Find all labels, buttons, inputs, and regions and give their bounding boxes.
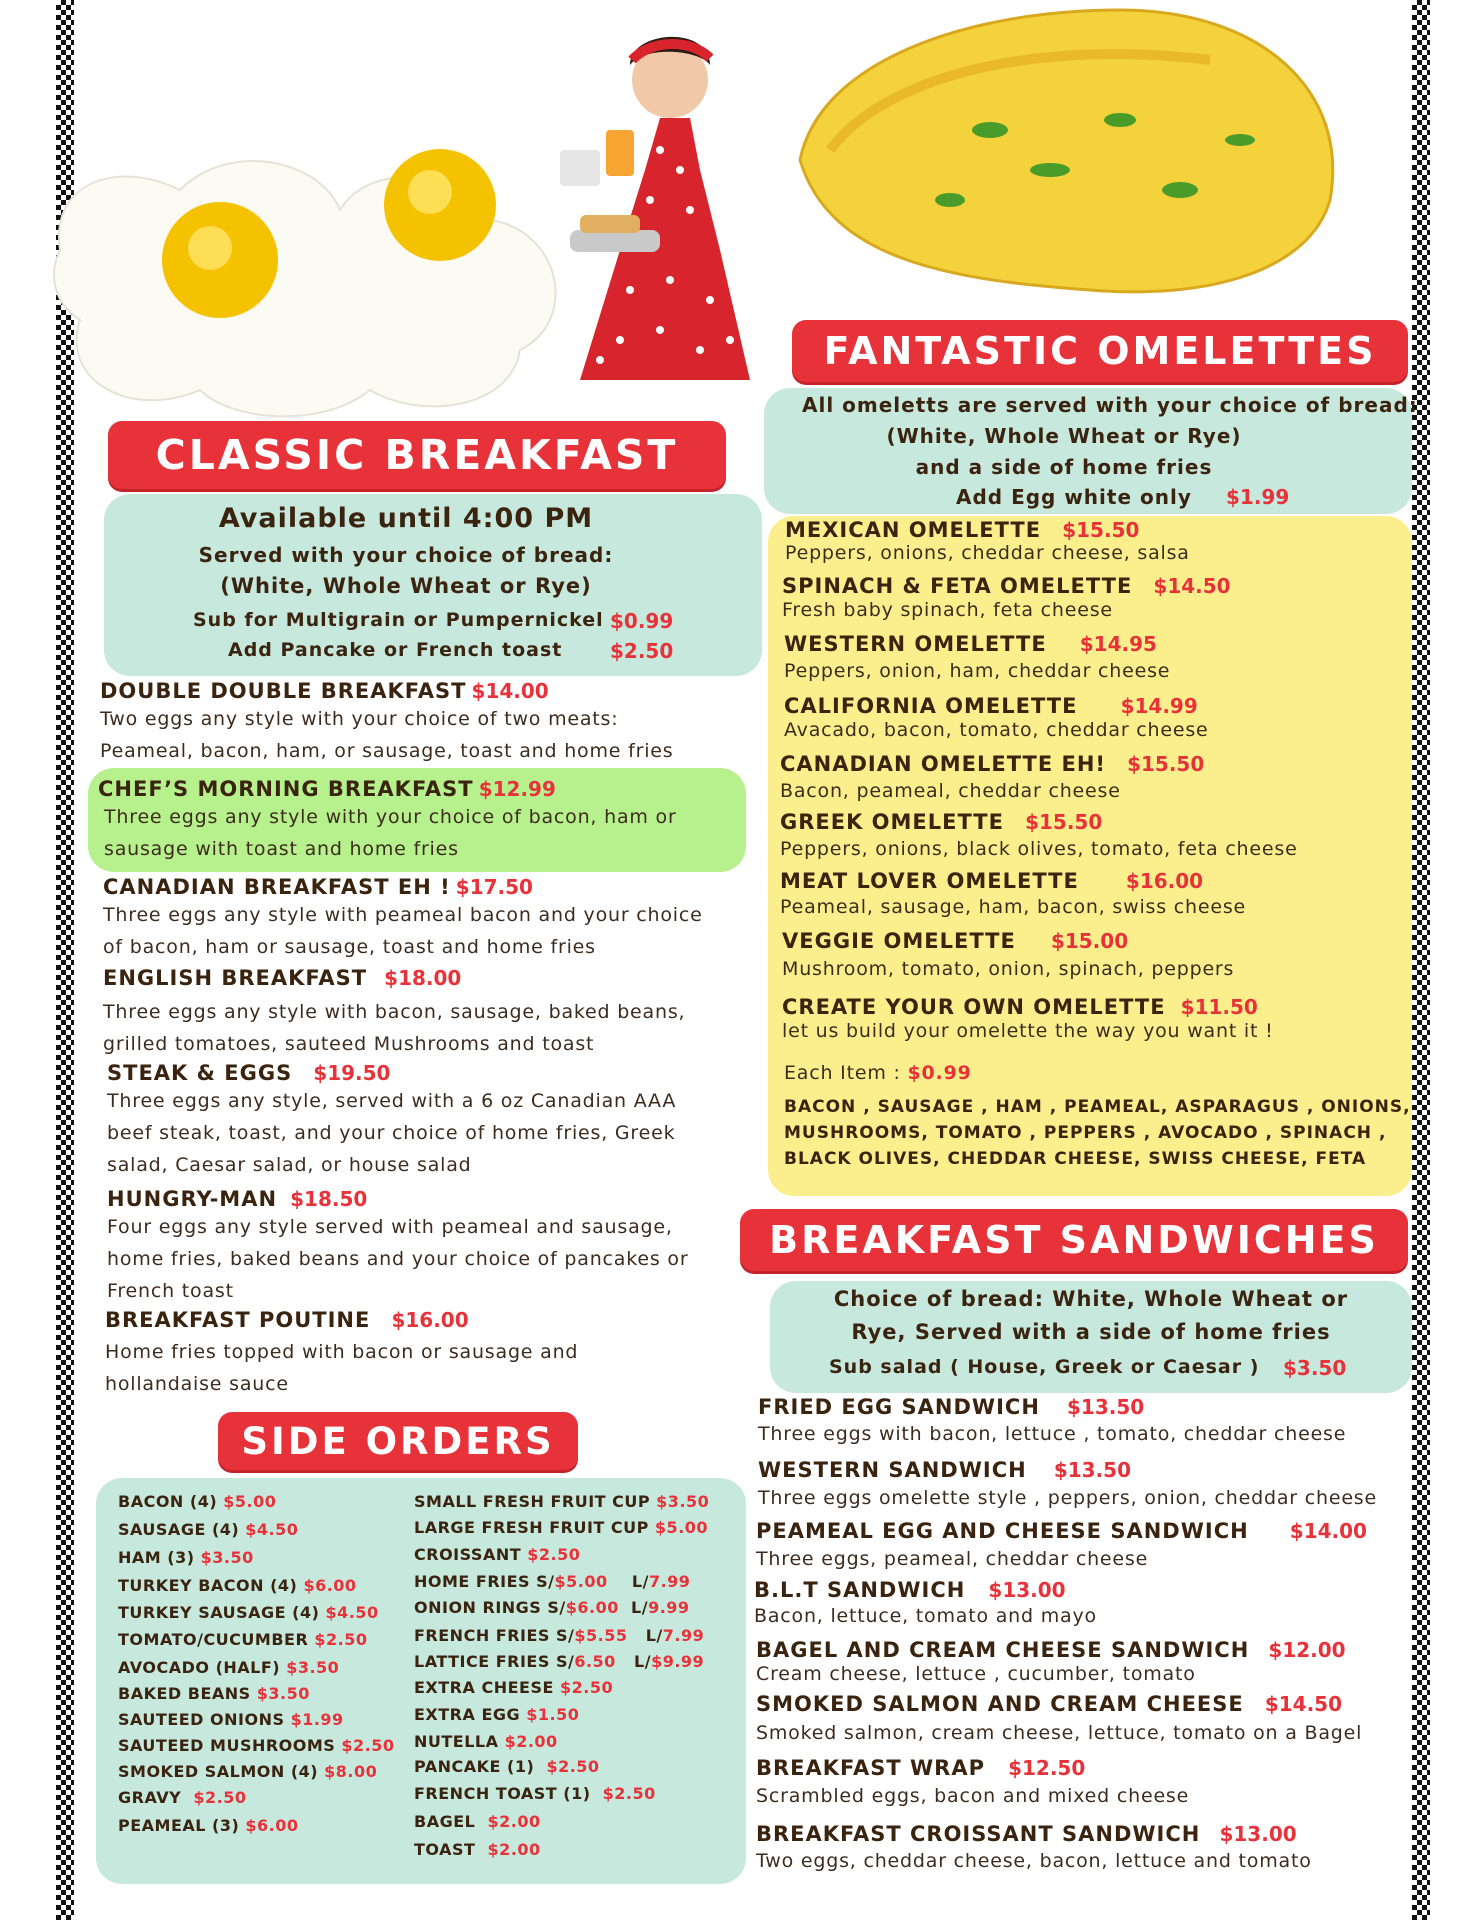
item-price: $13.50 — [1067, 1395, 1145, 1419]
menu-item-california-omelette — [784, 694, 1209, 742]
item-desc: Peameal, bacon, ham, or sausage, toast and home fries — [100, 740, 674, 762]
item-desc: French toast — [107, 1280, 234, 1302]
menu-item-western-omelette — [784, 632, 1170, 686]
item-price: $16.00 — [391, 1308, 469, 1332]
item-desc: Three eggs, peameal, cheddar cheese — [756, 1548, 1149, 1570]
item-name: FRIED EGG SANDWICH — [758, 1395, 1040, 1419]
side-item: AVOCADO (HALF) $3.50 — [118, 1658, 340, 1677]
item-name: PEAMEAL EGG AND CHEESE SANDWICH — [756, 1519, 1249, 1543]
item-name: BREAKFAST WRAP — [756, 1756, 985, 1780]
side-item: PEAMEAL (3) $6.00 — [118, 1816, 299, 1835]
side-item: SMOKED SALMON (4) $8.00 — [118, 1762, 378, 1781]
item-desc: Mushroom, tomato, onion, spinach, peppers — [782, 958, 1235, 980]
side-item: LARGE FRESH FRUIT CUP $5.00 — [414, 1518, 709, 1537]
side-item: NUTELLA $2.00 — [414, 1732, 558, 1751]
item-desc: Three eggs any style with bacon, sausage, baked beans, — [103, 1001, 686, 1023]
sub-multigrain-label: Sub for Multigrain or Pumpernickel — [193, 609, 604, 631]
item-price: $12.99 — [478, 777, 556, 801]
item-name: BREAKFAST POUTINE — [105, 1308, 371, 1332]
item-price: $12.00 — [1268, 1638, 1346, 1662]
item-price: $12.50 — [1008, 1756, 1086, 1780]
side-item: TURKEY SAUSAGE (4) $4.50 — [118, 1603, 379, 1622]
item-name: BAGEL AND CREAM CHEESE SANDWICH — [756, 1638, 1250, 1662]
item-price: $18.00 — [384, 966, 462, 990]
side-item: TURKEY BACON (4) $6.00 — [118, 1576, 357, 1595]
item-desc: home fries, baked beans and your choice of pancakes or — [107, 1248, 689, 1270]
item-desc: Home fries topped with bacon or sausage and — [105, 1341, 579, 1363]
item-desc: salad, Caesar salad, or house salad — [107, 1154, 472, 1176]
item-desc: Fresh baby spinach, feta cheese — [782, 599, 1113, 621]
item-price: $16.00 — [1125, 869, 1204, 893]
item-name: VEGGIE OMELETTE — [782, 929, 1016, 953]
item-name: CREATE YOUR OWN OMELETTE — [782, 995, 1166, 1019]
checkered-border-right — [1412, 0, 1430, 1920]
item-name: STEAK & EGGS — [107, 1061, 293, 1085]
menu-item-hungry-man — [107, 1187, 688, 1307]
side-item: SAUTEED ONIONS $1.99 — [118, 1710, 344, 1729]
item-price: $14.00 — [471, 679, 549, 703]
fillings-line2: MUSHROOMS, TOMATO , PEPPERS , AVOCADO , SPINACH , — [784, 1123, 1387, 1143]
item-price: $14.95 — [1079, 632, 1157, 656]
item-desc: Four eggs any style served with peameal and sausage, — [107, 1216, 673, 1238]
item-name: CANADIAN OMELETTE EH! — [780, 752, 1106, 776]
omelettes-banner: FANTASTIC OMELETTES — [792, 320, 1408, 382]
item-desc: Two eggs any style with your choice of two meats: — [100, 708, 619, 730]
item-price: $11.50 — [1180, 995, 1258, 1019]
side-item: BACON (4) $5.00 — [118, 1492, 277, 1511]
menu-item-canadian-breakfast — [103, 875, 703, 963]
sub-multigrain-price: $0.99 — [610, 609, 674, 633]
side-item: FRENCH FRIES S/$5.55 L/7.99 — [414, 1626, 705, 1645]
menu-item-mexican-omelette — [785, 518, 1190, 564]
item-name: SPINACH & FETA OMELETTE — [782, 574, 1133, 598]
menu-item-breakfast-croissant-sandwich — [756, 1822, 1312, 1876]
item-name: HUNGRY-MAN — [107, 1187, 278, 1211]
side-item: EXTRA EGG $1.50 — [414, 1705, 580, 1724]
item-desc: Scrambled eggs, bacon and mixed cheese — [756, 1785, 1190, 1807]
availability-text: Available until 4:00 PM — [218, 503, 594, 534]
each-item-line — [784, 1062, 972, 1084]
item-desc: Avacado, bacon, tomato, cheddar cheese — [784, 719, 1209, 741]
item-name: CHEF’S MORNING BREAKFAST — [98, 777, 474, 801]
menu-item-smoked-salmon-cream-cheese — [756, 1692, 1362, 1750]
menu-item-canadian-omelette — [780, 752, 1204, 806]
item-price: $19.50 — [313, 1061, 391, 1085]
side-item: HOME FRIES S/$5.00 L/7.99 — [414, 1572, 691, 1591]
item-name: SMOKED SALMON AND CREAM CHEESE — [756, 1692, 1244, 1716]
item-desc: Peppers, onions, cheddar cheese, salsa — [785, 542, 1190, 564]
waitress-illustration — [560, 20, 770, 420]
fillings-line1: BACON , SAUSAGE , HAM , PEAMEAL, ASPARAGUS , ONIONS, — [784, 1097, 1411, 1117]
menu-item-bagel-cream-cheese-sandwich — [756, 1638, 1346, 1686]
item-desc: sausage with toast and home fries — [104, 838, 459, 860]
item-desc: Smoked salmon, cream cheese, lettuce, tomato on a Bagel — [756, 1722, 1363, 1744]
item-desc: Peppers, onion, ham, cheddar cheese — [784, 660, 1171, 682]
side-item: ONION RINGS S/$6.00 L/9.99 — [414, 1598, 690, 1617]
fillings-line3: BLACK OLIVES, CHEDDAR CHEESE, SWISS CHEESE, FETA — [784, 1149, 1367, 1169]
item-price: $13.00 — [988, 1578, 1066, 1602]
menu-item-create-your-own-omelette — [782, 995, 1274, 1043]
item-desc: Peppers, onions, black olives, tomato, feta cheese — [780, 838, 1298, 860]
menu-item-western-sandwich — [758, 1458, 1377, 1514]
sandwiches-banner: BREAKFAST SANDWICHES — [740, 1209, 1408, 1271]
side-item: CROISSANT $2.50 — [414, 1545, 581, 1564]
omelette-intro-line3: and a side of home fries — [915, 455, 1213, 479]
item-name: CANADIAN BREAKFAST EH ! — [103, 875, 451, 899]
side-item: SAUTEED MUSHROOMS $2.50 — [118, 1736, 395, 1755]
side-item: EXTRA CHEESE $2.50 — [414, 1678, 614, 1697]
menu-item-steak-eggs — [107, 1061, 676, 1181]
item-price: $13.00 — [1219, 1822, 1297, 1846]
served-with-text: Served with your choice of bread: — [198, 543, 614, 567]
omelette-intro-line2: (White, Whole Wheat or Rye) — [886, 424, 1242, 448]
menu-item-meat-lover-omelette — [780, 869, 1246, 921]
item-price: $14.99 — [1120, 694, 1198, 718]
menu-item-greek-omelette — [780, 810, 1298, 864]
menu-item-blt-sandwich — [754, 1578, 1097, 1630]
each-item-label: Each Item : — [784, 1062, 901, 1084]
item-name: DOUBLE DOUBLE BREAKFAST — [100, 679, 467, 703]
item-desc: Cream cheese, lettuce , cucumber, tomato — [756, 1663, 1196, 1685]
item-name: ENGLISH BREAKFAST — [103, 966, 368, 990]
bread-choices-text: (White, Whole Wheat or Rye) — [220, 574, 592, 598]
sandwich-intro-line1: Choice of bread: White, Whole Wheat or — [833, 1287, 1349, 1311]
item-desc: grilled tomatoes, sauteed Mushrooms and toast — [103, 1033, 595, 1055]
side-orders-banner: SIDE ORDERS — [218, 1412, 578, 1470]
item-name: WESTERN OMELETTE — [784, 632, 1047, 656]
item-price: $15.50 — [1127, 752, 1205, 776]
item-price: $15.50 — [1025, 810, 1103, 834]
item-desc: beef steak, toast, and your choice of home fries, Greek — [107, 1122, 676, 1144]
item-price: $13.50 — [1053, 1458, 1131, 1482]
side-item: SMALL FRESH FRUIT CUP $3.50 — [414, 1492, 710, 1511]
menu-item-peameal-egg-cheese-sandwich — [756, 1519, 1367, 1575]
omelette-image — [790, 0, 1350, 300]
item-name: B.L.T SANDWICH — [754, 1578, 966, 1602]
item-price: $14.50 — [1264, 1692, 1343, 1716]
item-price: $14.50 — [1153, 574, 1231, 598]
item-desc: Three eggs omelette style , peppers, onion, cheddar cheese — [758, 1487, 1377, 1509]
omelette-intro-line1: All omeletts are served with your choice of bread: — [802, 393, 1418, 417]
item-name: MEXICAN OMELETTE — [785, 518, 1042, 542]
menu-item-double-double — [100, 679, 673, 767]
item-name: GREEK OMELETTE — [780, 810, 1004, 834]
fried-eggs-image — [40, 100, 600, 430]
side-item: LATTICE FRIES S/6.50 L/$9.99 — [414, 1652, 705, 1671]
side-item: GRAVY $2.50 — [118, 1788, 247, 1807]
item-desc: Peameal, sausage, ham, bacon, swiss cheese — [780, 896, 1247, 918]
item-desc: Bacon, lettuce, tomato and mayo — [754, 1605, 1097, 1627]
item-name: CALIFORNIA OMELETTE — [784, 694, 1078, 718]
sandwich-intro-line2: Rye, Served with a side of home fries — [851, 1320, 1331, 1344]
sub-salad-label: Sub salad ( House, Greek or Caesar ) — [829, 1356, 1260, 1378]
side-item: TOMATO/CUCUMBER $2.50 — [118, 1630, 368, 1649]
menu-item-chefs-morning — [98, 777, 677, 865]
item-desc: Bacon, peameal, cheddar cheese — [780, 780, 1121, 802]
side-item: BAGEL $2.00 — [414, 1812, 541, 1831]
item-price: $15.50 — [1062, 518, 1140, 542]
classic-breakfast-banner: CLASSIC BREAKFAST — [108, 421, 726, 489]
item-price: $18.50 — [290, 1187, 368, 1211]
add-pancake-price: $2.50 — [610, 639, 674, 663]
item-desc: Three eggs any style with your choice of bacon, ham or — [104, 806, 677, 828]
item-desc: hollandaise sauce — [105, 1373, 289, 1395]
menu-item-breakfast-poutine — [105, 1308, 578, 1400]
menu-item-breakfast-wrap — [756, 1756, 1189, 1812]
side-item: FRENCH TOAST (1) $2.50 — [414, 1784, 656, 1803]
item-price: $17.50 — [455, 875, 533, 899]
menu-item-english-breakfast — [103, 966, 685, 1060]
sub-salad-price: $3.50 — [1283, 1356, 1347, 1380]
egg-white-label: Add Egg white only — [956, 485, 1192, 509]
item-desc: of bacon, ham or sausage, toast and home fries — [103, 936, 596, 958]
egg-white-price: $1.99 — [1226, 485, 1290, 509]
each-item-price: $0.99 — [907, 1062, 972, 1084]
item-desc: Two eggs, cheddar cheese, bacon, lettuce and tomato — [756, 1850, 1312, 1872]
side-item: SAUSAGE (4) $4.50 — [118, 1520, 299, 1539]
side-item: HAM (3) $3.50 — [118, 1548, 254, 1567]
item-name: MEAT LOVER OMELETTE — [780, 869, 1079, 893]
menu-item-fried-egg-sandwich — [758, 1395, 1346, 1449]
side-item: PANCAKE (1) $2.50 — [414, 1757, 600, 1776]
side-item: TOAST $2.00 — [414, 1840, 541, 1859]
item-name: BREAKFAST CROISSANT SANDWICH — [756, 1822, 1201, 1846]
item-desc: let us build your omelette the way you want it ! — [782, 1020, 1274, 1042]
menu-item-spinach-feta-omelette — [782, 574, 1231, 622]
menu-item-veggie-omelette — [782, 929, 1234, 985]
add-pancake-label: Add Pancake or French toast — [228, 639, 563, 661]
item-desc: Three eggs any style, served with a 6 oz Canadian AAA — [107, 1090, 677, 1112]
side-item: BAKED BEANS $3.50 — [118, 1684, 310, 1703]
item-desc: Three eggs any style with peameal bacon and your choice — [103, 904, 703, 926]
item-name: WESTERN SANDWICH — [758, 1458, 1027, 1482]
item-desc: Three eggs with bacon, lettuce , tomato, cheddar cheese — [758, 1423, 1347, 1445]
item-price: $15.00 — [1050, 929, 1129, 953]
item-price: $14.00 — [1289, 1519, 1367, 1543]
